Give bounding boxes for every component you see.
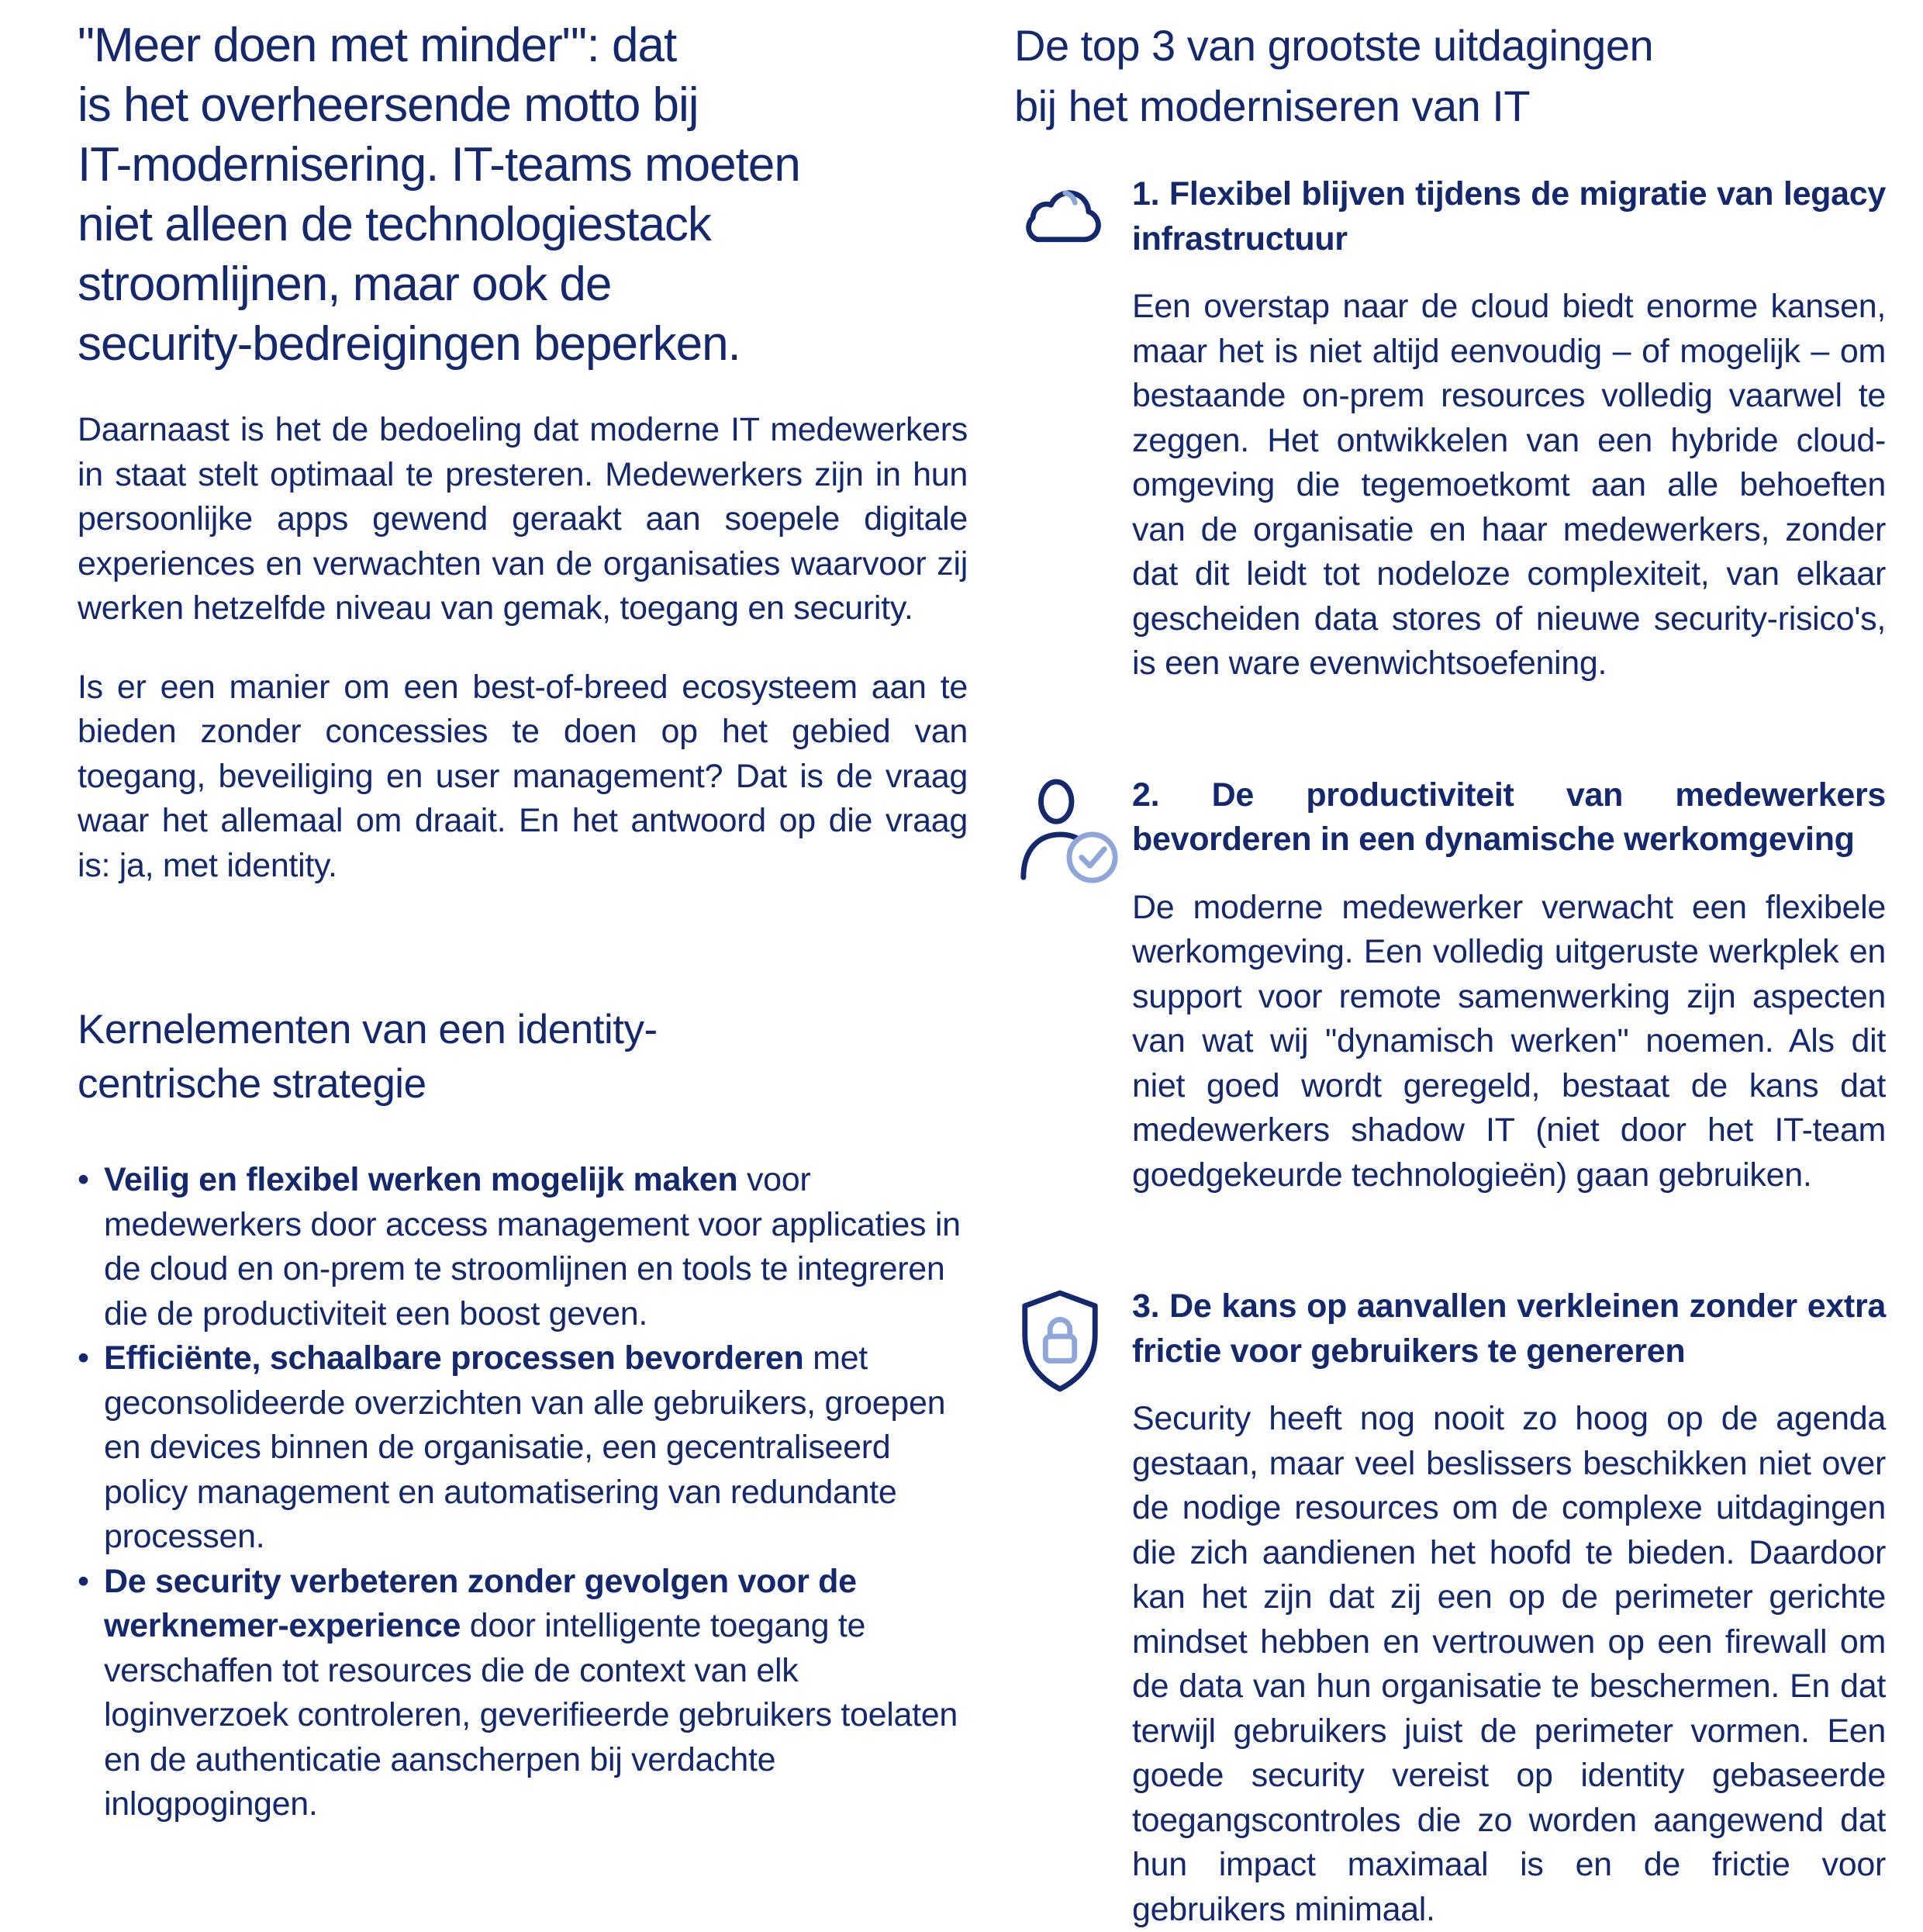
left-column	[78, 16, 968, 1932]
challenge-title: 3. De kans op aanvallen verkleinen zonder extra frictie voor gebruikers te genereren	[1132, 1287, 1886, 1370]
bullet-item-improve-security	[78, 1560, 968, 1827]
intro-heading-line: IT-modernisering. IT-teams moeten	[78, 138, 800, 192]
section-heading-line: Kernelementen van een identity-	[78, 1007, 658, 1052]
bullet-text	[104, 1158, 968, 1336]
bullet-text	[104, 1336, 968, 1560]
bullet-item-scalable-processes	[78, 1336, 968, 1560]
challenge-content	[1132, 1284, 1886, 1932]
right-column	[1014, 16, 1886, 1932]
challenge-title: 1. Flexibel blijven tijdens de migratie van legacy infrastructuur	[1132, 175, 1886, 257]
bullet-rest: voor medewerkers door access management voor applicaties in de cloud en on-prem te stroomlijnen en tools te integreren die de productiviteit een boost geven.	[104, 1161, 961, 1332]
bullet-lead: Efficiënte, schaalbare processen bevorderen	[104, 1339, 804, 1377]
intro-paragraph-2: Is er een manier om een best-of-breed ecosysteem aan te bieden zonder concessies te doen op het gebied van toegang, beveiliging en user management? Dat is de vraag waar het allemaal om draait. En het antwoord op die vraag is: ja, met identity.	[78, 668, 968, 884]
intro-paragraph-1: Daarnaast is het de bedoeling dat moderne IT medewerkers in staat stelt optimaal te presteren. Medewerkers zijn in hun persoonlijke apps gewend geraakt aan soepele digitale experiences en verwachten van de organisaties waarvoor zij werken hetzelfde niveau van gemak, toegang en security.	[78, 411, 968, 627]
challenge-body: Security heeft nog nooit zo hoog op de agenda gestaan, maar veel beslissers beschikken niet over de nodige resources om de complexe uitdagingen die zich aandienen het hoofd te bieden. Daardoor kan het zijn dat zij een op de perimeter gerichte mindset hebben en vertrouwen op een firewall om de data van hun organisatie te beschermen. En dat terwijl gebruikers juist de perimeter vormen. Een goede security vereist op identity gebaseerde toegangscontroles die zo worden aangewend dat hun impact maximaal is en de frictie voor gebruikers minimaal.	[1132, 1400, 1886, 1928]
bullet-rest: met geconsolideerde overzichten van alle gebruikers, groepen en devices binnen de organisatie, een gecentraliseerd policy management en automatisering van redundante processen.	[104, 1339, 946, 1555]
user-check-icon	[1014, 773, 1132, 1198]
intro-heading-line: stroomlijnen, maar ook de	[78, 257, 612, 311]
bullet-text	[104, 1560, 968, 1827]
intro-heading-line: "Meer doen met minder"': dat	[78, 19, 677, 72]
bullet-marker: •	[78, 1339, 89, 1377]
bullet-lead: Veilig en flexibel werken mogelijk maken	[104, 1161, 738, 1198]
bullet-rest: door intelligente toegang te verschaffen tot resources die de context van elk loginverzoek controleren, geverifieerde gebruikers toelaten en de authenticatie aanscherpen bij verdachte inlogpogingen.	[104, 1607, 958, 1823]
bullet-item-secure-flexible-work	[78, 1158, 968, 1336]
bullet-marker: •	[78, 1161, 89, 1198]
top3-heading	[1014, 16, 1886, 137]
challenge-body: Een overstap naar de cloud biedt enorme kansen, maar het is niet altijd eenvoudig – of mogelijk – om bestaande on-prem resources volledig vaarwel te zeggen. Het ontwikkelen van een hybride cloud-omgeving die tegemoetkomt aan alle behoeften van de organisatie en haar medewerkers, zonder dat dit leidt tot nodeloze complexiteit, van elkaar gescheiden data stores of nieuwe security-risico's, is een ware evenwichtsoefening.	[1132, 288, 1886, 682]
section-heading-line: centrische strategie	[78, 1061, 426, 1107]
challenge-title: 2. De productiviteit van medewerkers bevorderen in een dynamische werkomgeving	[1132, 776, 1886, 858]
challenge-item-1	[1014, 172, 1886, 686]
top3-heading-line: bij het moderniseren van IT	[1014, 81, 1531, 130]
section-heading	[78, 1003, 968, 1111]
bullet-marker: •	[78, 1562, 89, 1600]
key-elements-section	[78, 1003, 968, 1827]
bullet-lead: De security verbeteren zonder gevolgen voor de werknemer-experience	[104, 1562, 857, 1644]
intro-heading-line: niet alleen de technologiestack	[78, 198, 711, 251]
challenge-item-2	[1014, 773, 1886, 1198]
shield-lock-icon	[1014, 1284, 1132, 1932]
challenge-body: De moderne medewerker verwacht een flexibele werkomgeving. Een volledig uitgeruste werkplek en support voor remote samenwerking zijn aspecten van wat wij "dynamisch werken" noemen. Als dit niet goed wordt geregeld, bestaat de kans dat medewerkers shadow IT (niet door het IT-team goedgekeurde technologieën) gaan gebruiken.	[1132, 888, 1886, 1194]
top3-heading-line: De top 3 van grootste uitdagingen	[1014, 21, 1654, 70]
intro-heading	[78, 16, 968, 374]
intro-heading-line: is het overheersende motto bij	[78, 78, 699, 132]
intro-heading-line: security-bedreigingen beperken.	[78, 317, 741, 371]
cloud-icon	[1014, 172, 1132, 686]
challenge-content	[1132, 172, 1886, 686]
challenge-content	[1132, 773, 1886, 1198]
challenge-item-3	[1014, 1284, 1886, 1932]
